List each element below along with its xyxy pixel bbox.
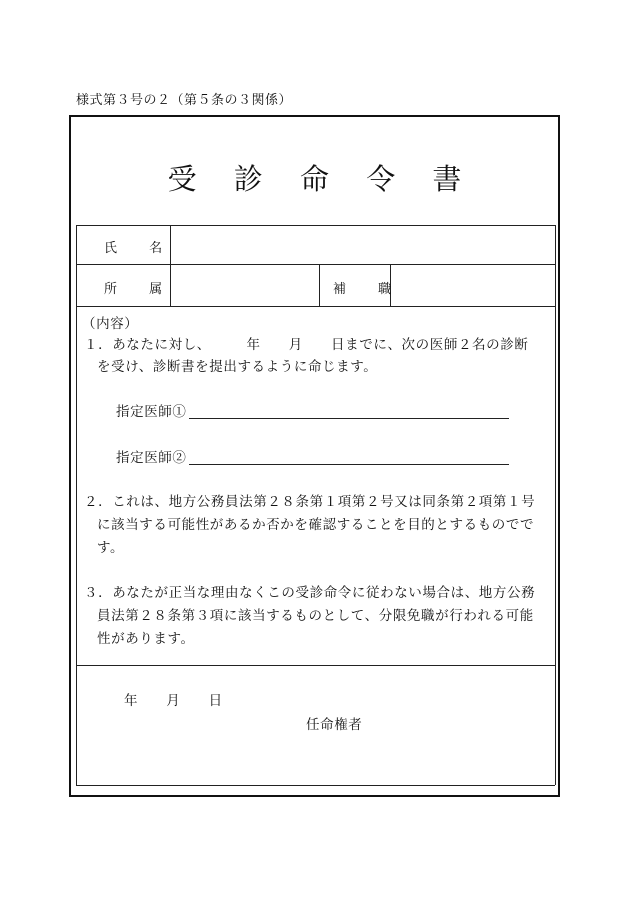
- position-label: 補 職: [333, 282, 406, 297]
- item2-line3: す。: [97, 540, 125, 556]
- form-number: 様式第３号の２（第５条の３関係）: [76, 93, 293, 108]
- affiliation-label: 所 属: [104, 282, 177, 297]
- affiliation-field[interactable]: [171, 265, 318, 306]
- doctor1-field[interactable]: [189, 418, 509, 419]
- cell-divider: [319, 264, 320, 306]
- item1-line2: を受け、診断書を提出するように命じます。: [97, 359, 378, 375]
- item3-line2: 員法第２８条第３項に該当するものとして、分限免職が行われる可能: [97, 608, 534, 624]
- item2-line1: ２．これは、地方公務員法第２８条第１項第２号又は同条第２項第１号: [84, 494, 536, 510]
- row-divider: [76, 665, 555, 666]
- table-left-border: [76, 225, 77, 785]
- table-right-border: [555, 225, 556, 785]
- date-line: 年 月 日: [124, 693, 223, 709]
- item3-line1: ３．あなたが正当な理由なくこの受診命令に従わない場合は、地方公務: [84, 585, 536, 601]
- table-bottom-border: [76, 785, 555, 786]
- content-heading: （内容）: [82, 316, 139, 332]
- doctor2-field[interactable]: [189, 464, 509, 465]
- item3-line3: 性があります。: [97, 631, 195, 647]
- item2-line2: に該当する可能性があるか否かを確認することを目的とするものでで: [97, 517, 535, 533]
- document-title: 受 診 命 令 書: [167, 162, 476, 196]
- doctor1-label: 指定医師①: [116, 404, 187, 420]
- row-divider: [76, 306, 555, 307]
- item1-line1: １．あなたに対し、 年 月 日までに、次の医師２名の診断: [84, 337, 529, 353]
- position-field[interactable]: [391, 265, 554, 306]
- doctor2-label: 指定医師②: [116, 450, 187, 466]
- name-label: 氏 名: [104, 241, 177, 256]
- appointing-authority: 任命権者: [306, 717, 363, 733]
- name-field[interactable]: [171, 226, 554, 264]
